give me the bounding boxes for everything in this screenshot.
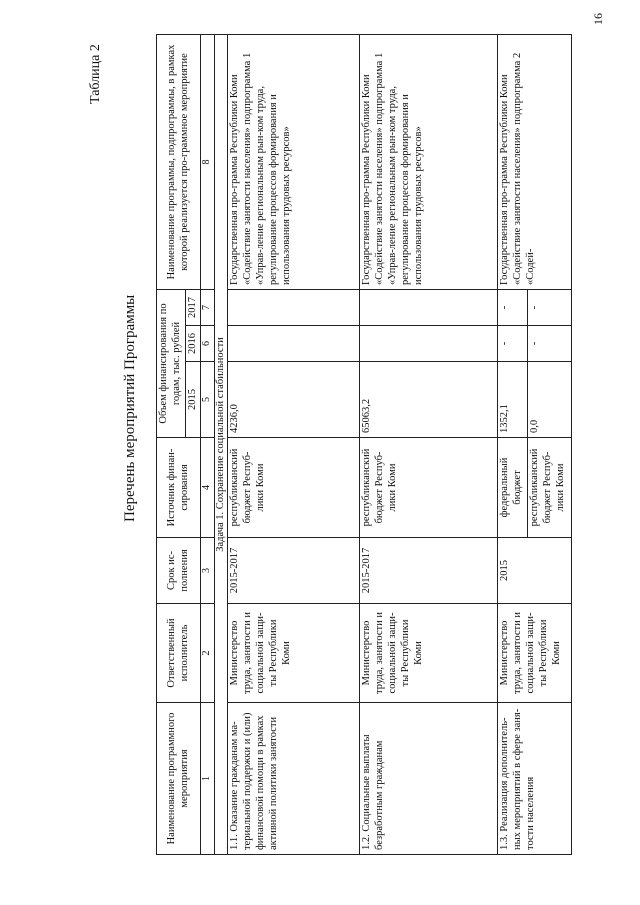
funding-2016: -	[498, 326, 528, 362]
task-row	[214, 35, 228, 855]
funding-2016	[360, 326, 498, 362]
measure-name: 1.2. Социальные выплаты безработным гражданам	[360, 703, 498, 855]
table-label: Таблица 2	[88, 44, 103, 104]
measure-source: федеральный бюджет	[498, 438, 528, 538]
header-source: Источник финан-сирования	[157, 438, 201, 538]
header-funding: Объем финансирования по годам, тыс. рублей	[157, 290, 186, 438]
measure-executor: Министерство труда, занятости и социальной защи-ты Республики Коми	[498, 604, 572, 703]
measure-name: 1.1. Оказание гражданам ма-териальной поддержки и (или) финансовой помощи в рамках активной политики занятости	[228, 703, 360, 855]
measure-program: Государственная про-грамма Республики Коми «Содействие занятости населения» подпрограмма 2 «Содей-	[498, 35, 572, 290]
funding-2017: -	[498, 290, 528, 326]
program-measures-table	[156, 34, 572, 855]
measure-name: 1.3. Реализация дополнитель-ных мероприятий в сфере заня-тости населения	[498, 703, 572, 855]
measure-program: Государственная про-грамма Республики Коми «Содействие занятости населения» подпрограмма 1 «Управ-ление региональным рын-ком труда, регулирование процессов формирования и использования трудовых ресурсов»	[360, 35, 498, 290]
header-year-2016: 2016	[185, 326, 201, 362]
measure-executor: Министерство труда, занятости и социальной защи-ты Республики Коми	[360, 604, 498, 703]
column-number: 5	[201, 362, 214, 438]
funding-2016	[228, 326, 360, 362]
table-row	[360, 35, 498, 855]
column-number: 1	[201, 703, 214, 855]
task-title: Задача 1. Сохранение социальной стабильности	[214, 35, 228, 855]
funding-2017	[360, 290, 498, 326]
page-number: 16	[591, 13, 605, 25]
funding-2017	[228, 290, 360, 326]
funding-2017: -	[528, 290, 572, 326]
measure-source: республиканский бюджет Респуб-лики Коми	[528, 438, 572, 538]
measure-source: республиканский бюджет Респуб-лики Коми	[228, 438, 360, 538]
column-number: 2	[201, 604, 214, 703]
funding-2015: 0,0	[528, 362, 572, 438]
header-program: Наименование программы, подпрограммы, в рамках которой реализуется про-граммное мероприятие	[157, 35, 201, 290]
measure-executor: Министерство труда, занятости и социальной защи-ты Республики Коми	[228, 604, 360, 703]
funding-2015: 1352,1	[498, 362, 528, 438]
column-number-row	[201, 35, 214, 855]
document-title: Перечень мероприятий Программы	[122, 294, 138, 522]
funding-2016: -	[528, 326, 572, 362]
header-executor: Ответственный исполнитель	[157, 604, 201, 703]
header-year-2015: 2015	[185, 362, 201, 438]
header-term: Срок ис-полнения	[157, 538, 201, 604]
measure-program: Государственная про-грамма Республики Коми «Содействие занятости населения» подпрограмма 1 «Управ-ление региональным рын-ком труда, регулирование процессов формирования и использования трудовых ресурсов»	[228, 35, 360, 290]
funding-2015: 4236,0	[228, 362, 360, 438]
table-row	[228, 35, 360, 855]
funding-2015: 65063,2	[360, 362, 498, 438]
column-number: 3	[201, 538, 214, 604]
measure-term: 2015-2017	[360, 538, 498, 604]
measure-term: 2015	[498, 538, 572, 604]
header-name: Наименование программного мероприятия	[157, 703, 201, 855]
column-number: 8	[201, 35, 214, 290]
column-number: 7	[201, 290, 214, 326]
measure-term: 2015-2017	[228, 538, 360, 604]
header-year-2017: 2017	[185, 290, 201, 326]
measure-source: республиканский бюджет Респуб-лики Коми	[360, 438, 498, 538]
table-row	[498, 35, 528, 855]
column-number: 4	[201, 438, 214, 538]
header-row	[157, 35, 186, 855]
column-number: 6	[201, 326, 214, 362]
